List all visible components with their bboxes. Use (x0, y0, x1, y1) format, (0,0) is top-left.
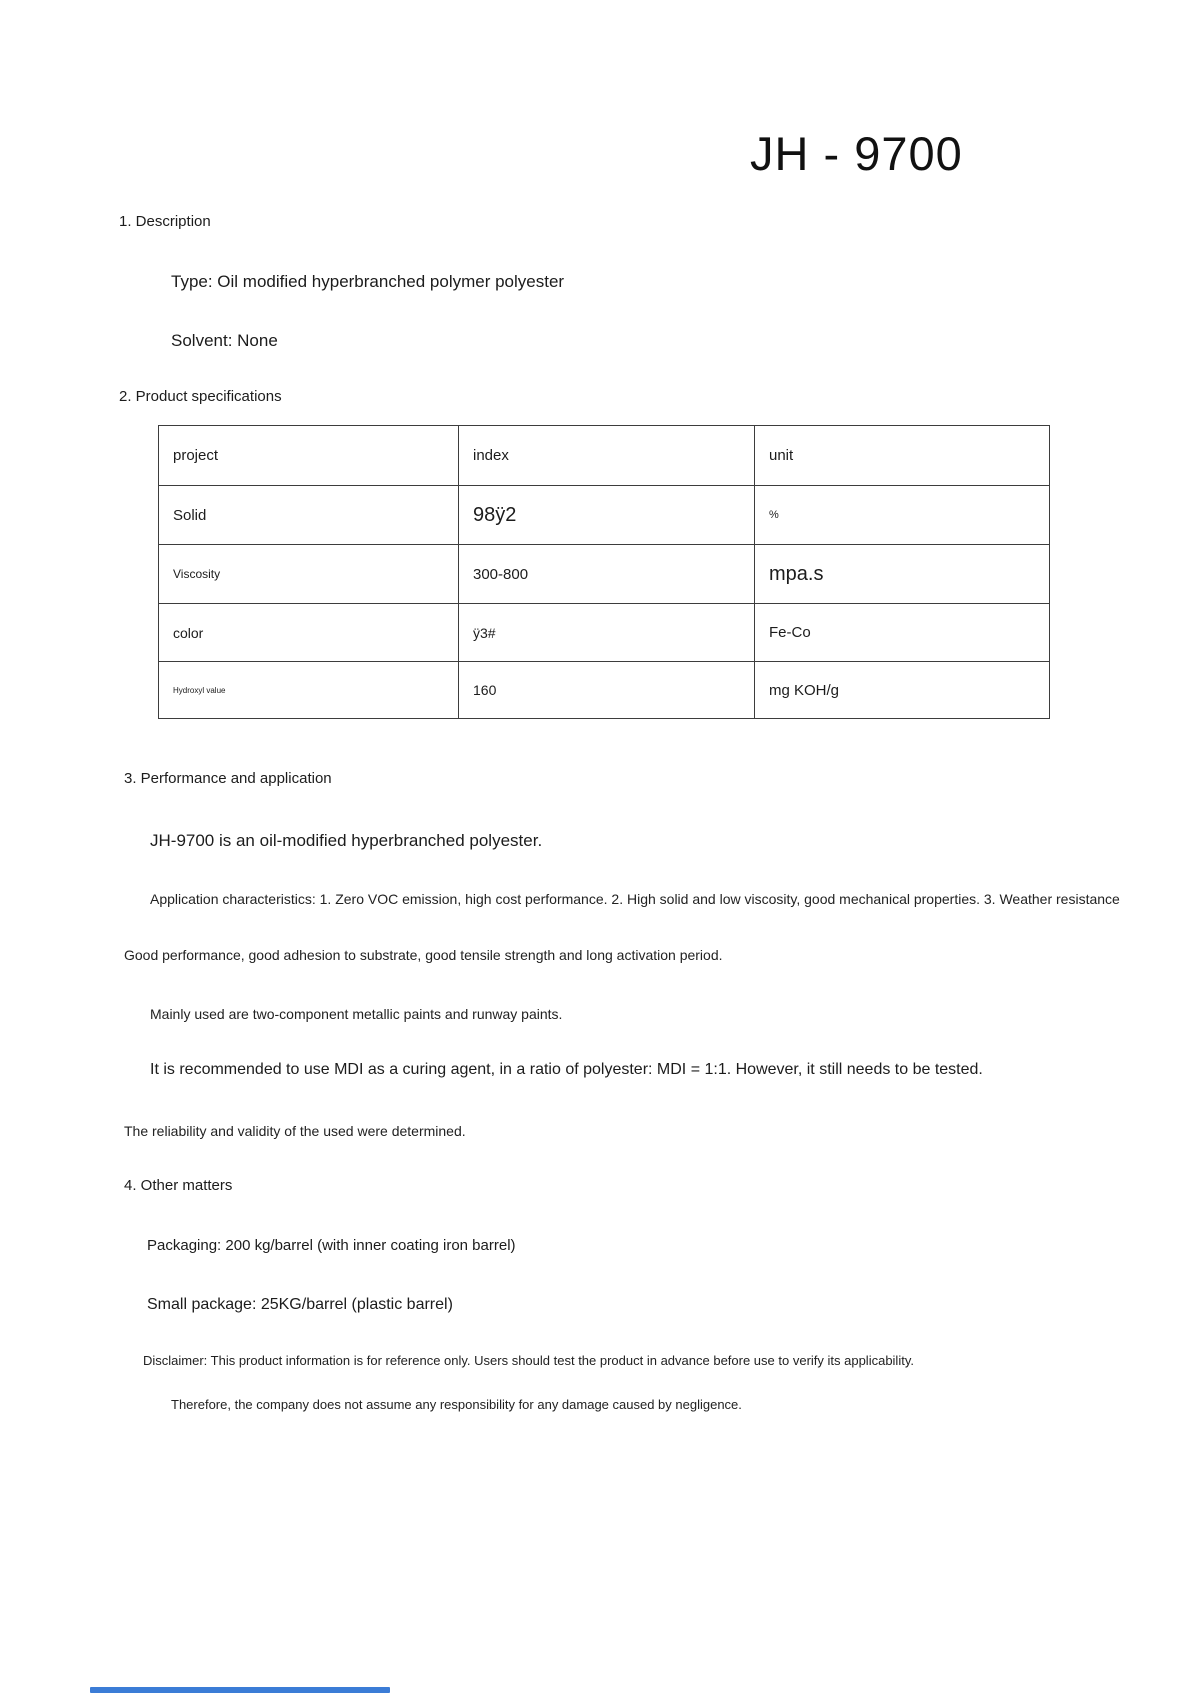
cell-viscosity-index: 300-800 (459, 545, 755, 604)
type-line: Type: Oil modified hyperbranched polymer polyester (171, 272, 565, 291)
solvent-line: Solvent: None (171, 331, 278, 350)
column-header-project: project (159, 426, 459, 486)
cell-hydroxyl-unit: mg KOH/g (755, 662, 1050, 719)
cell-hydroxyl-index: 160 (459, 662, 755, 719)
disclaimer-continuation-line: Therefore, the company does not assume any responsibility for any damage caused by negligence. (171, 1397, 742, 1412)
reliability-line: The reliability and validity of the used were determined. (124, 1123, 466, 1139)
small-package-line: Small package: 25KG/barrel (plastic barrel) (147, 1296, 453, 1313)
cell-solid-unit: % (755, 486, 1050, 545)
table-row-hydroxyl-value (159, 662, 1050, 719)
section-heading-specifications: 2. Product specifications (119, 388, 282, 405)
table-row-viscosity (159, 545, 1050, 604)
column-header-index: index (459, 426, 755, 486)
spec-table (158, 425, 1050, 719)
disclaimer-line: Disclaimer: This product information is for reference only. Users should test the product in advance before use to verify its applicability. (143, 1353, 914, 1368)
table-row-solid (159, 486, 1050, 545)
section-heading-performance: 3. Performance and application (124, 770, 332, 787)
column-header-unit: unit (755, 426, 1050, 486)
packaging-line: Packaging: 200 kg/barrel (with inner coating iron barrel) (147, 1237, 516, 1254)
curing-agent-recommendation-line: It is recommended to use MDI as a curing agent, in a ratio of polyester: MDI = 1:1. However, it still needs to be tested. (150, 1061, 983, 1078)
footer-accent-bar (90, 1687, 390, 1693)
section-heading-other-matters: 4. Other matters (124, 1177, 233, 1194)
product-title: JH - 9700 (750, 127, 963, 180)
table-header-row (159, 426, 1050, 486)
cell-solid-index: 98ÿ2 (459, 486, 755, 545)
section-heading-description: 1. Description (119, 213, 211, 230)
cell-solid-project: Solid (159, 486, 459, 545)
performance-summary-line: JH-9700 is an oil-modified hyperbranched polyester. (150, 831, 543, 850)
cell-viscosity-unit: mpa.s (755, 545, 1050, 604)
cell-color-project: color (159, 604, 459, 662)
cell-hydroxyl-project: Hydroxyl value (159, 662, 459, 719)
performance-properties-line: Good performance, good adhesion to substrate, good tensile strength and long activation period. (124, 947, 723, 963)
application-characteristics-line: Application characteristics: 1. Zero VOC emission, high cost performance. 2. High solid and low viscosity, good mechanical properties. 3. Weather resistance (150, 891, 1120, 907)
table-row-color (159, 604, 1050, 662)
cell-color-index: ÿ3# (459, 604, 755, 662)
cell-color-unit: Fe-Co (755, 604, 1050, 662)
mainly-used-line: Mainly used are two-component metallic paints and runway paints. (150, 1006, 563, 1022)
cell-viscosity-project: Viscosity (159, 545, 459, 604)
